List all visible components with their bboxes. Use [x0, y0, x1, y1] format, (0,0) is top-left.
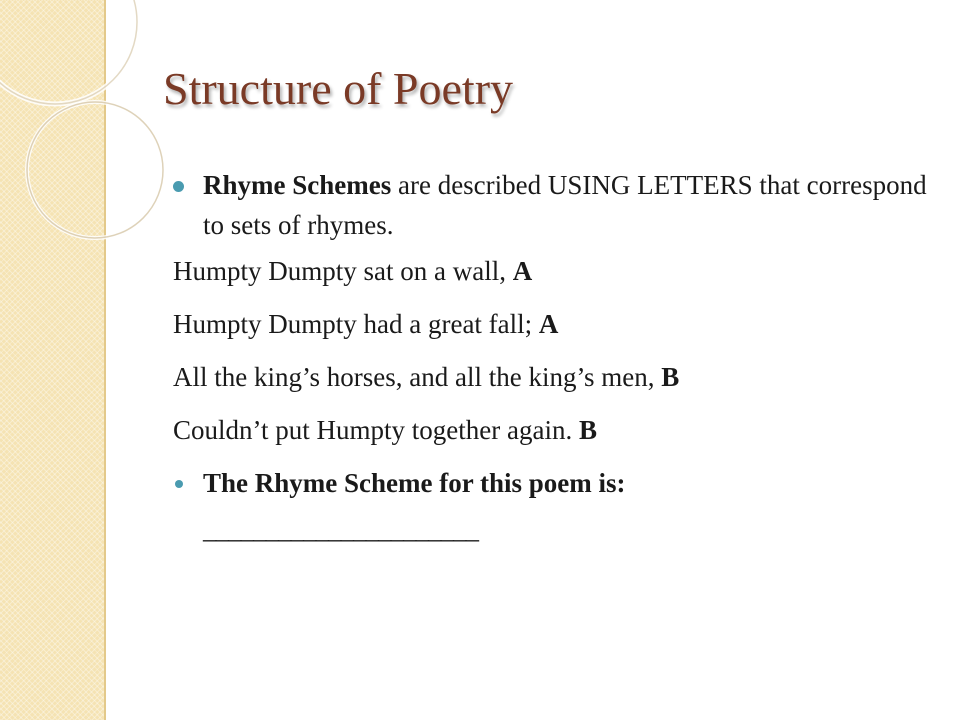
- answer-blank: ______________________: [203, 514, 478, 544]
- bullet-icon: [173, 181, 184, 192]
- poem-line-3: [173, 357, 933, 397]
- poem-line-text: Humpty Dumpty had a great fall;: [173, 309, 539, 339]
- bullet-rhyme-schemes: [173, 165, 933, 245]
- poem-line-1: [173, 251, 933, 291]
- slide-title: Structure of Poetry: [163, 63, 514, 114]
- poem-line-text: Humpty Dumpty sat on a wall,: [173, 256, 513, 286]
- poem-line-2: [173, 304, 933, 344]
- slide-body: [173, 165, 933, 549]
- bullet-icon: [175, 480, 183, 488]
- question-text: The Rhyme Scheme for this poem is:: [203, 468, 626, 498]
- poem-line-4: [173, 410, 933, 450]
- bullet-question: [173, 463, 933, 503]
- poem-line-text: All the king’s horses, and all the king’s men,: [173, 362, 662, 392]
- decorative-circles: [0, 0, 200, 260]
- rhyme-letter: A: [512, 256, 533, 286]
- bullet-text: are described USING LETTERS that correspond to sets of rhymes.: [203, 170, 927, 240]
- poem-line-text: Couldn’t put Humpty together again.: [173, 415, 579, 445]
- rhyme-letter: B: [578, 415, 597, 445]
- rhyme-letter: B: [661, 362, 680, 392]
- rhyme-letter: A: [538, 309, 559, 339]
- term-rhyme-schemes: Rhyme Schemes: [203, 170, 392, 200]
